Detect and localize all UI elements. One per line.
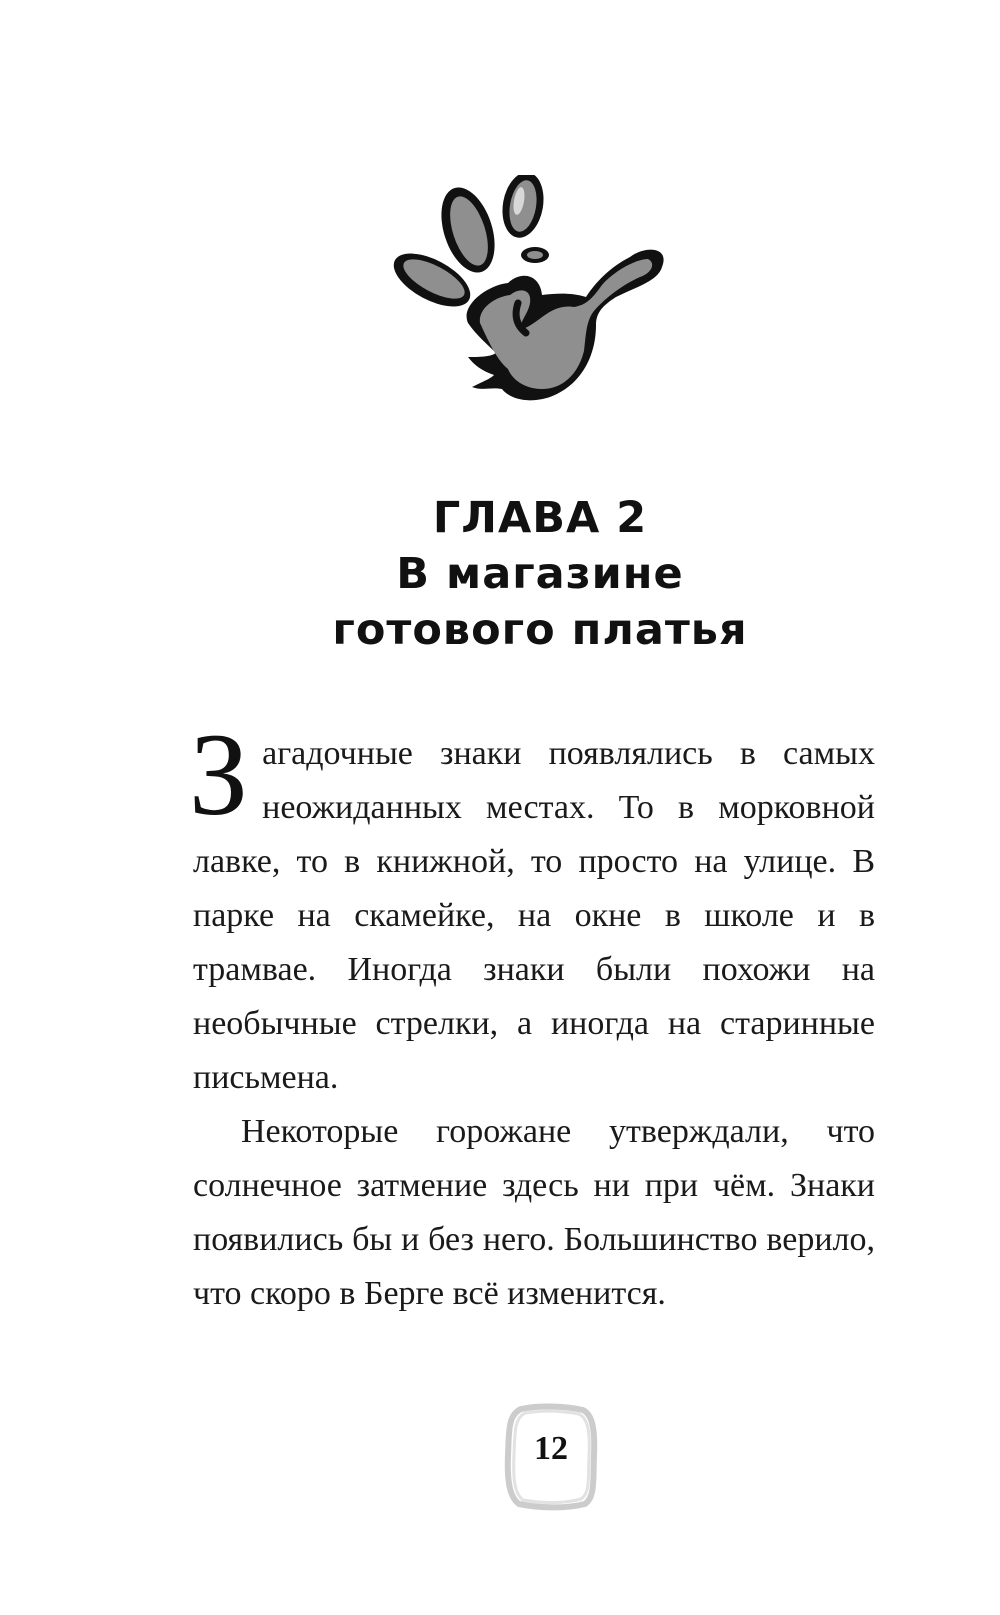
chapter-title-line-2: готового платья bbox=[332, 605, 748, 655]
paragraph-1-text: агадочные знаки появлялись в самых неожиданных местах. То в морковной лавке, то в книжной, то просто на улице. В парке на скамейке, на окне в школе и в трамвае. Иногда знаки были похожи на необычные стрелки, а иногда на старинные письмена. bbox=[193, 735, 875, 1096]
paw-toe-right bbox=[498, 175, 549, 241]
paw-pad bbox=[467, 250, 664, 401]
paragraph-1 bbox=[189, 709, 875, 1105]
drop-cap: З bbox=[189, 709, 249, 840]
page-number: 12 bbox=[534, 1430, 568, 1467]
paragraph-2: Некоторые горожане утверждали, что солнечное затмение здесь ни при чём. Знаки появились бы и без него. Большинство верило, что скоро в Берге всё изменится. bbox=[193, 1113, 875, 1312]
chapter-number: ГЛАВА 2 bbox=[432, 493, 648, 543]
chapter-body bbox=[189, 709, 875, 1321]
chapter-heading bbox=[180, 490, 900, 658]
paw-print-icon bbox=[390, 175, 690, 415]
chapter-title-line-1: В магазине bbox=[396, 549, 684, 599]
